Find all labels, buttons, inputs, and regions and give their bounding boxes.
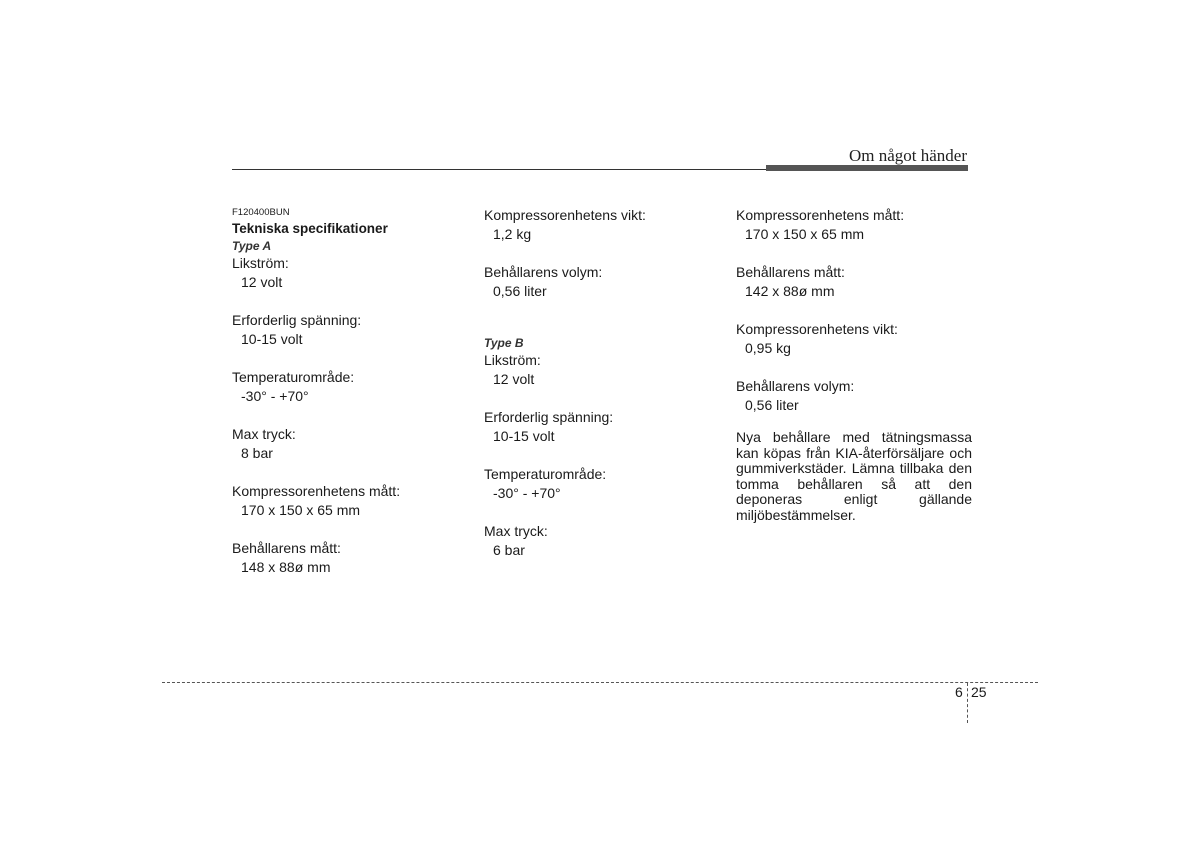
spec-value: 10-15 volt <box>493 428 555 444</box>
spec-value: 8 bar <box>241 445 273 461</box>
chapter-title: Om något händer <box>848 146 967 165</box>
spec-label: Likström: <box>484 352 541 368</box>
spec-label: Temperaturområde: <box>232 369 355 385</box>
spec-value: -30° - +70° <box>493 485 561 501</box>
column-right <box>736 206 972 523</box>
type-a-label: Type A <box>232 239 272 253</box>
spec-label: Behållarens volym: <box>484 264 603 280</box>
spec-value: 0,56 liter <box>745 397 799 413</box>
spec-item <box>484 408 720 446</box>
spec-label: Erforderlig spänning: <box>232 312 362 328</box>
disposal-note: Nya behållare med tätningsmassa kan köpas från KIA-återförsäljare och gummiverkstäder. Lämna tillbaka den tomma behållaren så att den deponeras enligt gällande miljöbestämmelser. <box>736 429 972 523</box>
spec-value: 12 volt <box>241 274 283 290</box>
section-code: F120400BUN <box>232 207 290 218</box>
spec-label: Behållarens volym: <box>736 378 855 394</box>
spec-label: Max tryck: <box>232 426 296 442</box>
spec-item <box>484 263 720 301</box>
spec-item <box>232 425 468 463</box>
spec-label: Kompressorenhetens mått: <box>232 483 401 499</box>
spec-item <box>484 522 720 560</box>
spec-label: Likström: <box>232 255 289 271</box>
spec-value: 10-15 volt <box>241 331 303 347</box>
page-number: 25 <box>971 684 987 700</box>
spec-item <box>736 320 972 358</box>
column-middle <box>484 206 720 579</box>
chapter-number: 6 <box>955 684 963 700</box>
footer-rule <box>162 682 1038 683</box>
spec-value: 170 x 150 x 65 mm <box>745 226 865 242</box>
spec-item <box>232 539 468 577</box>
column-left <box>232 206 468 596</box>
type-b-label: Type B <box>484 336 524 350</box>
spec-label: Kompressorenhetens vikt: <box>736 321 898 337</box>
spec-item <box>736 206 972 244</box>
spec-value: 170 x 150 x 65 mm <box>241 502 361 518</box>
spec-item <box>232 482 468 520</box>
spec-value: 6 bar <box>493 542 525 558</box>
spec-label: Max tryck: <box>484 523 548 539</box>
spec-value: -30° - +70° <box>241 388 309 404</box>
page-number-separator <box>967 683 968 723</box>
spec-item <box>484 351 720 389</box>
spec-item <box>232 311 468 349</box>
spec-item <box>484 206 720 244</box>
spec-item <box>736 263 972 301</box>
spec-label: Erforderlig spänning: <box>484 409 614 425</box>
header-rule <box>232 169 766 170</box>
spec-item <box>232 368 468 406</box>
spec-value: 12 volt <box>493 371 535 387</box>
spec-label: Kompressorenhetens mått: <box>736 207 905 223</box>
section-title: Tekniska specifikationer <box>232 221 388 236</box>
spec-value: 1,2 kg <box>493 226 532 242</box>
spec-item <box>232 254 468 292</box>
spec-label: Behållarens mått: <box>232 540 341 556</box>
spec-label: Behållarens mått: <box>736 264 845 280</box>
spec-label: Kompressorenhetens vikt: <box>484 207 646 223</box>
spec-item <box>484 465 720 503</box>
header-bar <box>766 165 968 171</box>
spec-label: Temperaturområde: <box>484 466 607 482</box>
spec-value: 0,95 kg <box>745 340 791 356</box>
spec-value: 148 x 88ø mm <box>241 559 331 575</box>
spec-item <box>736 377 972 415</box>
spec-value: 0,56 liter <box>493 283 547 299</box>
spec-value: 142 x 88ø mm <box>745 283 835 299</box>
